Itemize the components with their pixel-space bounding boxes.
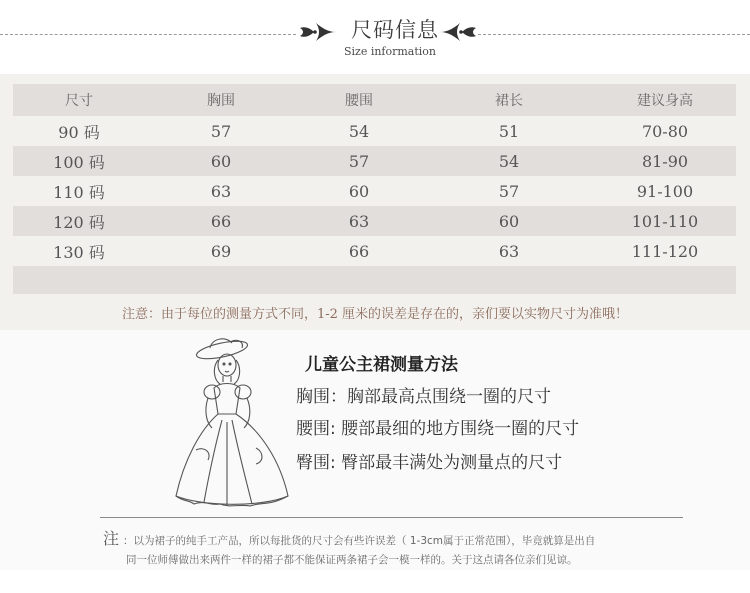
table-empty-row: [13, 266, 736, 294]
column-header-size: 尺寸: [65, 93, 93, 109]
table-cell: 111-120: [631, 241, 699, 261]
footnote-line-2: 同一位师傅做出来两件一样的裙子都不能保证两条裙子会一模一样的。关于这点请各位亲们见谅。: [126, 554, 578, 566]
table-row: [13, 146, 736, 176]
measure-text: ：胸部最高点围绕一圈的尺寸: [330, 387, 551, 407]
measure-text: : 腰部最细的地方围绕一圈的尺寸: [330, 419, 580, 439]
left-flourish-icon: [298, 19, 338, 45]
measure-item-hip: [296, 448, 562, 473]
table-cell: 66: [210, 211, 232, 231]
header-divider-right: [478, 34, 750, 35]
table-cell: 60: [210, 151, 232, 171]
column-header-waist: 腰围: [345, 93, 373, 109]
measure-label: 臀围: [296, 453, 330, 473]
table-cell: 90 码: [58, 122, 100, 142]
column-header-chest: 胸围: [207, 93, 235, 109]
measure-item-waist: [296, 414, 579, 439]
table-cell: 110 码: [53, 182, 105, 202]
measurement-note: 注意：由于每位的测量方式不同，1-2 厘米的误差是存在的，亲们要以实物尺寸为准哦！: [121, 307, 629, 322]
table-cell: 57: [348, 151, 370, 171]
table-cell: 57: [498, 181, 520, 201]
measure-label: 腰围: [296, 419, 330, 439]
column-header-length: 裙长: [495, 93, 523, 109]
column-header-height: 建议身高: [637, 93, 693, 109]
measure-item-chest: [296, 382, 551, 407]
footnote-line-1: [103, 526, 595, 549]
princess-illustration: [160, 330, 310, 516]
table-cell: 57: [210, 121, 232, 141]
page-title: 尺码信息: [351, 18, 439, 42]
table-cell: 66: [348, 241, 370, 261]
table-cell: 100 码: [53, 152, 105, 172]
footnote-mark: 注: [103, 529, 120, 548]
measure-label: 胸围: [296, 387, 330, 407]
table-cell: 81-90: [641, 151, 689, 171]
footnote-text-1: ：以为裙子的纯手工产品，所以每批货的尺寸会有些许误差（ 1-3cm属于正常范围），毕竟就算是出自: [123, 535, 596, 547]
section-header: [0, 0, 750, 74]
page-subtitle: Size information: [343, 45, 437, 58]
measure-text: : 臀部最丰满处为测量点的尺寸: [330, 453, 563, 473]
table-cell: 54: [498, 151, 520, 171]
table-row: [13, 206, 736, 236]
table-cell: 60: [348, 181, 370, 201]
table-cell: 63: [210, 181, 232, 201]
table-cell: 120 码: [53, 212, 105, 232]
table-row: [13, 236, 736, 266]
table-cell: 63: [348, 211, 370, 231]
table-cell: 69: [210, 241, 232, 261]
table-cell: 54: [348, 121, 370, 141]
table-cell: 91-100: [636, 181, 694, 201]
measuring-section: [0, 330, 750, 570]
size-table: [13, 84, 736, 294]
table-cell: 51: [498, 121, 520, 141]
size-table-panel: [0, 74, 750, 330]
table-cell: 70-80: [641, 121, 689, 141]
table-header-row: [13, 84, 736, 116]
measuring-title: 儿童公主裙测量方法: [305, 355, 458, 375]
table-cell: 63: [498, 241, 520, 261]
table-row: [13, 116, 736, 146]
table-cell: 60: [498, 211, 520, 231]
table-row: [13, 176, 736, 206]
table-cell: 130 码: [53, 242, 105, 262]
footnote-divider: [100, 517, 683, 518]
right-flourish-icon: [438, 19, 478, 45]
header-divider-left: [0, 34, 296, 35]
table-cell: 101-110: [631, 211, 699, 231]
